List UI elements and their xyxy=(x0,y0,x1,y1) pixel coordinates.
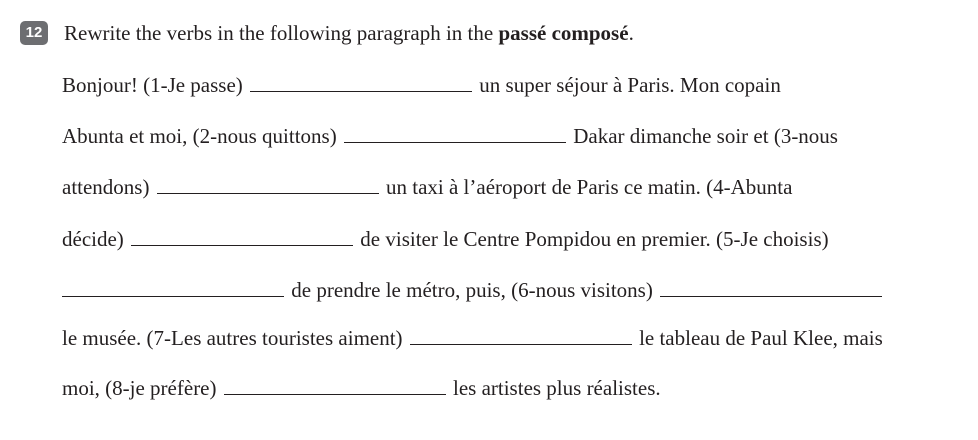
answer-blank-6[interactable] xyxy=(660,276,882,297)
text-segment: Bonjour! (1-Je passe) xyxy=(62,73,243,97)
text-segment: Abunta et moi, (2-nous quittons) xyxy=(62,124,337,148)
exercise-number-badge: 12 xyxy=(20,21,48,45)
paragraph-line-6 xyxy=(62,324,883,352)
paragraph-line-3 xyxy=(62,173,792,201)
paragraph-line-4 xyxy=(62,225,829,253)
answer-blank-4[interactable] xyxy=(131,225,353,246)
answer-blank-3[interactable] xyxy=(157,173,379,194)
answer-blank-1[interactable] xyxy=(250,71,472,92)
text-segment: un super séjour à Paris. Mon copain xyxy=(479,73,781,97)
text-segment: un taxi à l’aéroport de Paris ce matin. (4-Abunta xyxy=(385,175,793,199)
instruction-text: Rewrite the verbs in the following paragraph in the xyxy=(64,21,499,45)
answer-blank-7[interactable] xyxy=(410,324,632,345)
instruction xyxy=(64,18,634,48)
text-segment: décide) xyxy=(62,227,124,251)
text-segment: le tableau de Paul Klee, mais xyxy=(639,326,883,350)
answer-blank-2[interactable] xyxy=(344,122,566,143)
paragraph-line-5 xyxy=(62,276,884,304)
paragraph-line-7 xyxy=(62,374,661,402)
text-segment: de prendre le métro, puis, (6-nous visitons) xyxy=(291,278,653,302)
text-segment: Dakar dimanche soir et (3-nous xyxy=(573,124,838,148)
text-segment: attendons) xyxy=(62,175,150,199)
text-segment: les artistes plus réalistes. xyxy=(453,376,661,400)
answer-blank-5[interactable] xyxy=(62,276,284,297)
paragraph-line-1 xyxy=(62,71,781,99)
paragraph-line-2 xyxy=(62,122,838,150)
text-segment: de visiter le Centre Pompidou en premier. (5-Je choisis) xyxy=(360,227,829,251)
text-segment: moi, (8-je préfère) xyxy=(62,376,217,400)
instruction-bold-term: passé composé xyxy=(498,21,629,45)
text-segment: le musée. (7-Les autres touristes aiment) xyxy=(62,326,403,350)
answer-blank-8[interactable] xyxy=(224,374,446,395)
instruction-end: . xyxy=(628,21,634,45)
